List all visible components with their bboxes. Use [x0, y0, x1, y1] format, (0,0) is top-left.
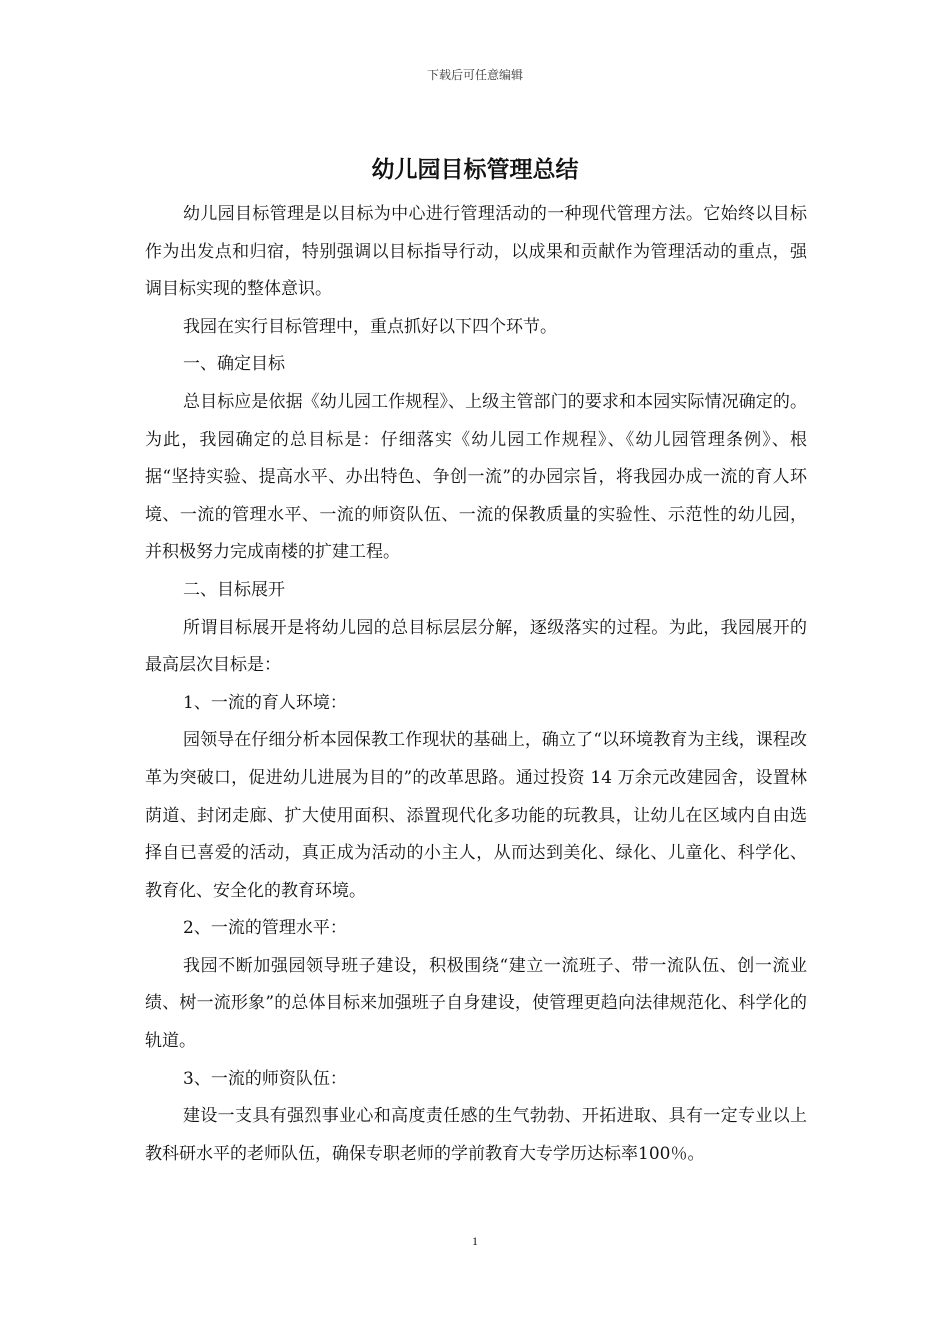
- paragraph-teachers: 建设一支具有强烈事业心和高度责任感的生气勃勃、开拓进取、具有一定专业以上教科研水平的老师队伍，确保专职老师的学前教育大专学历达标率100％。: [145, 1106, 807, 1164]
- paragraph-intro: 幼儿园目标管理是以目标为中心进行管理活动的一种现代管理方法。它始终以目标作为出发点和归宿，特别强调以目标指导行动，以成果和贡献作为管理活动的重点，强调目标实现的整体意识。: [145, 204, 807, 300]
- paragraph-goal-expansion: 所谓目标展开是将幼儿园的总目标层层分解，逐级落实的过程。为此，我园展开的最高层次目标是：: [145, 617, 807, 676]
- section-heading-goal-expansion: 二、目标展开: [183, 579, 285, 600]
- subheading-environment: 1、一流的育人环境：: [183, 692, 347, 713]
- paragraph-management: 我园不断加强园领导班子建设，积极围绕“建立一流班子、带一流队伍、创一流业绩、树一流形象”的总体目标来加强班子自身建设，使管理更趋向法律规范化、科学化的轨道。: [145, 955, 807, 1052]
- section-heading-determine-goals: 一、确定目标: [183, 354, 285, 375]
- page-title: 幼儿园目标管理总结: [371, 156, 579, 183]
- document-body: [145, 196, 807, 1173]
- paragraph-overall-goal: 总目标应是依据《幼儿园工作规程》、上级主管部门的要求和本园实际情况确定的。为此，我园确定的总目标是：仔细落实《幼儿园工作规程》、《幼儿园管理条例》、根据“坚持实验、提高水平、办出特色、争创一流”的办园宗旨，将我园办成一流的育人环境、一流的管理水平、一流的师资队伍、一流的保教质量的实验性、示范性的幼儿园，并积极努力完成南楼的扩建工程。: [145, 391, 807, 563]
- header-note: 下载后可任意编辑: [426, 68, 523, 82]
- paragraph-environment: 园领导在仔细分析本园保教工作现状的基础上，确立了“以环境教育为主线，课程改革为突破口，促进幼儿进展为目的”的改革思路。通过投资 14 万余元改建园舍，设置林荫道、封闭走廊、扩大使用面积、添置现代化多功能的玩教具，让幼儿在区域内自由选择自已喜爱的活动，真正成为活动的小主人，从而达到美化、绿化、儿童化、科学化、教育化、安全化的教育环境。: [145, 730, 807, 901]
- subheading-management: 2、一流的管理水平：: [183, 918, 347, 939]
- subheading-teachers: 3、一流的师资队伍：: [183, 1068, 347, 1089]
- page-number: 1: [472, 1234, 478, 1248]
- paragraph-four-steps: 我园在实行目标管理中，重点抓好以下四个环节。: [183, 316, 557, 337]
